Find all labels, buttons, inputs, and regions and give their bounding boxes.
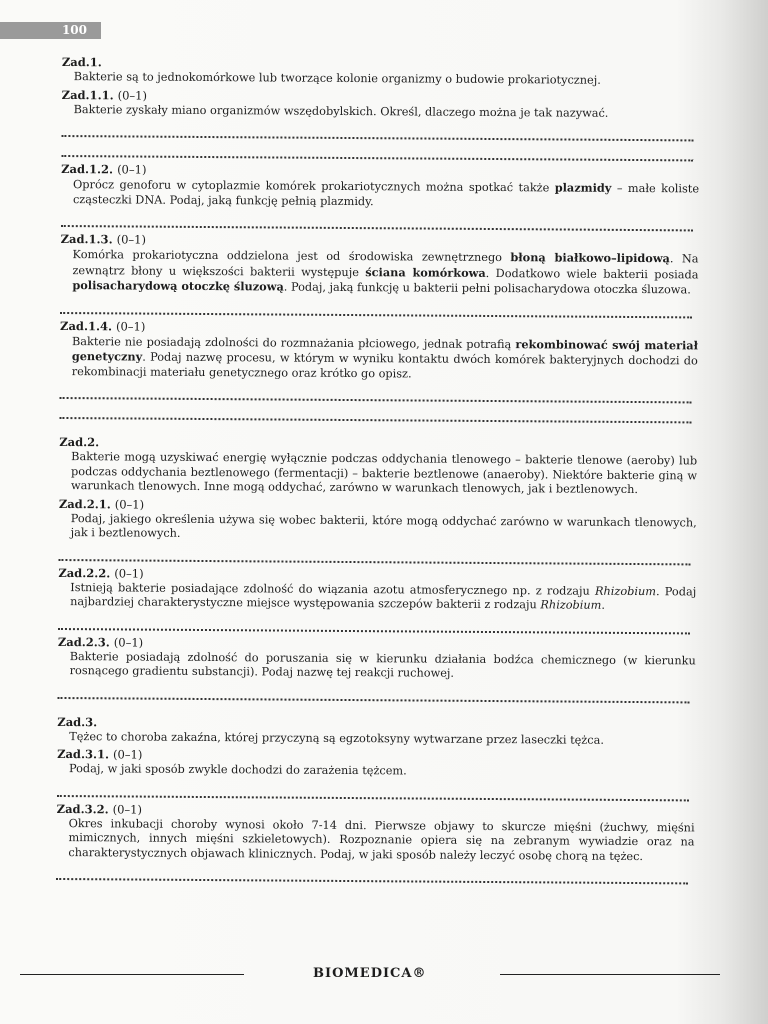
- task-number: Zad.3.2.: [56, 801, 109, 816]
- page-number: 100: [0, 22, 101, 39]
- task-number: Zad.1.4.: [60, 318, 113, 333]
- task-number: Zad.1.: [61, 54, 102, 70]
- task-text: Istnieją bakterie posiadające zdolność do wiązania azotu atmosferycznego np. z rodzaju Rhizobium. Podaj najbardziej charakterystyczne miejsce występowania szczepów bakterii z rodzaju Rhizobium.: [70, 580, 697, 612]
- page-footer: [0, 962, 768, 992]
- task-points: (0–1): [117, 162, 147, 177]
- task-number: Zad.2.1.: [58, 496, 111, 511]
- task-item: [58, 565, 698, 633]
- task-text: Tężec to choroba zakaźna, której przyczyną są egzotoksyny wytwarzane przez laseczki tężca.: [69, 729, 604, 747]
- task-text: Okres inkubacji choroby wynosi około 7-14 dni. Pierwsze objawy to skurcze mięśni (żuchwy, mięśni mimicznych, innych mięśni szkieletowych). Rozpoznanie opiera się na zebranym wywiadzie oraz na charakterystycznych objawach klinicznych. Podaj, w jaki sposób należy leczyć osobę chorą na tężec.: [68, 816, 695, 863]
- task-item: [59, 424, 699, 498]
- task-number: Zad.2.3.: [57, 634, 110, 649]
- answer-line[interactable]: [60, 299, 692, 317]
- task-points: (0–1): [117, 87, 148, 103]
- task-number: Zad.3.: [57, 714, 98, 729]
- task-number: Zad.3.1.: [57, 746, 110, 762]
- task-text: Oprócz genoforu w cytoplazmie komórek prokariotycznych można spotkać także plazmidy – małe koliste cząsteczki DNA. Podaj, jaką funkcję pełnią plazmidy.: [72, 178, 700, 208]
- answer-line[interactable]: [57, 782, 689, 800]
- task-item: [62, 55, 702, 89]
- answer-line[interactable]: [56, 866, 688, 884]
- task-text: Bakterie posiadają zdolność do poruszania się w kierunku działania bodźca chemicznego (w kierunku rosnącego gradientu substancji). Podaj nazwę tej reakcji ruchowej.: [69, 649, 696, 680]
- task-item: [57, 634, 697, 702]
- answer-line[interactable]: [60, 385, 692, 403]
- task-points: (0–1): [116, 232, 147, 247]
- task-text: Bakterie mogą uzyskiwać energię wyłącznie podczas oddychania tlenowego – bakterie tlenowe (aeroby) lub podczas oddychania beztlenowego (fermentacji) – bakterie beztlenowe (anaeroby). Niektóre bakterie giną w warunkach tlenowych. Inne mogą oddychać, zarówno w warunkach tlenowych, jak i beztlenowych.: [70, 450, 698, 497]
- task-text: Bakterie są to jednokomórkowe lub tworzące kolonie organizmy o budowie prokariotycznej.: [73, 70, 601, 87]
- answer-line[interactable]: [59, 405, 691, 423]
- answer-line[interactable]: [61, 143, 693, 161]
- answer-line[interactable]: [58, 615, 690, 633]
- task-item: [58, 496, 698, 564]
- answer-line[interactable]: [58, 546, 690, 564]
- task-item: [59, 318, 700, 423]
- footer-rule-right: [500, 974, 720, 975]
- task-number: Zad.1.3.: [60, 231, 113, 247]
- task-item: [57, 747, 697, 801]
- task-points: (0–1): [114, 565, 144, 581]
- task-text: Podaj, w jaki sposób zwykle dochodzi do zarażenia tężcem.: [68, 762, 407, 778]
- task-item: [57, 703, 697, 748]
- task-text: Bakterie zyskały miano organizmów wszędobylskich. Określ, dlaczego można je tak nazywać.: [73, 102, 609, 120]
- section-gap: [59, 424, 699, 436]
- task-text: Podaj, jakiego określenia używa się wobec bakterii, które mogą oddychać zarówno w warunkach tlenowych, jak i beztlenowych.: [70, 511, 697, 540]
- task-points: (0–1): [115, 318, 146, 334]
- task-number: Zad.2.2.: [58, 565, 111, 580]
- task-item: [56, 801, 697, 884]
- answer-line[interactable]: [61, 213, 693, 231]
- task-number: Zad.2.: [59, 434, 100, 450]
- task-text: Komórka prokariotyczna oddzielona jest od środowiska zewnętrznego błoną białkowo–lipidową. Na zewnątrz błony u większości bakterii występuje ściana komórkowa. Dodatkowo wiele bakterii posiada polisacharydową otoczkę śluzową. Podaj, jaką funkcję u bakterii pełni polisacharydowa otoczka śluzowa.: [72, 248, 699, 297]
- task-item: [61, 162, 701, 231]
- task-list: [56, 52, 702, 889]
- task-points: (0–1): [113, 634, 144, 650]
- task-item: [61, 87, 701, 161]
- task-text: Bakterie nie posiadają zdolności do rozmnażania płciowego, jednak potrafią rekombinować swój materiał genetyczny. Podaj nazwę procesu, w którym w wyniku kontaktu dwóch komórek bakteryjnych dochodzi do rekombinacji materiału genetycznego oraz krótko go opisz.: [71, 334, 699, 380]
- task-number: Zad.1.2.: [61, 161, 114, 177]
- task-item: [60, 232, 701, 318]
- answer-line[interactable]: [61, 123, 693, 141]
- task-points: (0–1): [114, 496, 145, 512]
- section-gap: [57, 703, 697, 715]
- task-points: (0–1): [112, 801, 143, 817]
- task-number: Zad.1.1.: [61, 87, 114, 102]
- task-points: (0–1): [112, 747, 143, 762]
- publisher-brand: BIOMEDICA®: [313, 966, 427, 981]
- answer-line[interactable]: [57, 684, 689, 702]
- footer-rule-left: [20, 974, 244, 975]
